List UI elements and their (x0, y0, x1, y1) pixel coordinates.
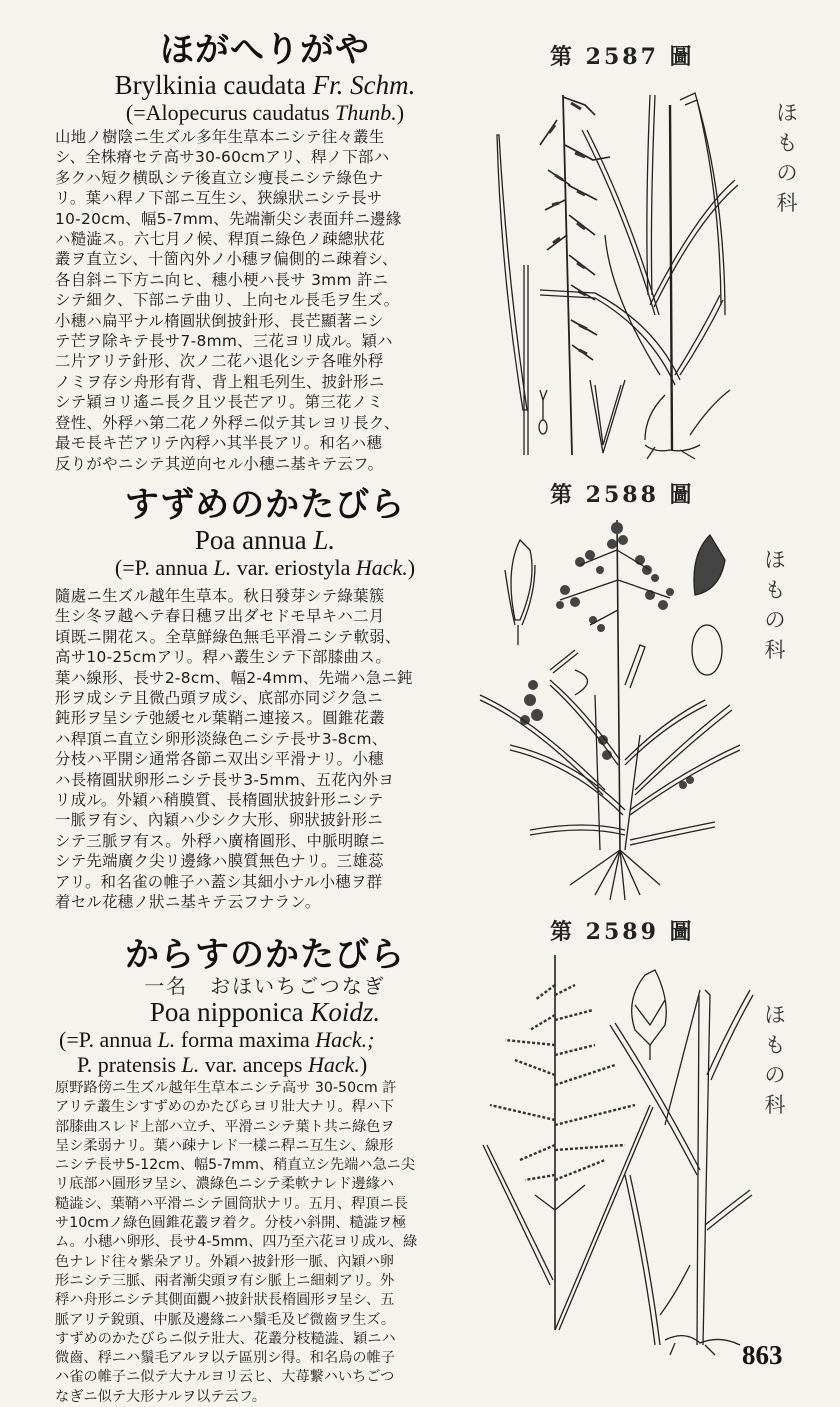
figure-number: 第 2587 圖 (550, 44, 695, 70)
family-label: ほ も の 科 (764, 1003, 786, 1117)
figure-number: 第 2588 圖 (550, 482, 695, 508)
author: Fr. Schm. (312, 70, 416, 100)
japanese-name: ほがへりがや (160, 30, 370, 70)
figure-number: 第 2589 圖 (550, 919, 695, 945)
description: 山地ノ樹陰ニ生ズル多年生草本ニシテ往々叢生 シ、全株瘠セテ高サ30-60cmアリ、稈ノ下部ハ 多クハ短ク横臥シテ後直立シ痩長ニシテ綠色ナ リ。葉ハ稈ノ下部ニ互生シ、狹線狀ニシテ長サ 10-20cm、幅5-7mm、先端漸尖シ表面幷ニ邊緣 ハ糙澁ス。六七月ノ候、稈頂ニ綠色ノ疎總狀花 叢ヲ直立シ、十箇內外ノ小穗ヲ偏側的ニ疎着シ、 各自斜ニ下方ニ向ヒ、穗小梗ハ長サ 3mm 許ニ シテ細ク、下部ニテ曲リ、上向セル長毛ヲ生ズ。 小穗ハ扁平ナル楕圓狀倒披針形、長芒顯著ニシ テ芒ヲ除キテ長サ7-8mm、三花ヨリ成ル。穎ハ 二片アリテ針形、次ノ二花ハ退化シテ各唯外稃 ノミヲ存シ舟形有背、背上粗毛列生、披針形ニ シテ穎ヨリ遙ニ長ク且ツ長芒アリ。第三花ノミ 登性、外稃ハ第二花ノ外稃ニ似テ其レヨリ長ク、 最モ長キ芒アリテ內稃ハ其半長アリ。和名ハ穗 反りがやニシテ其逆向セル小穗ニ基キテ云フ。 (55, 128, 402, 473)
illustration-poa-nipponica (475, 945, 755, 1365)
family-label: ほ も の 科 (764, 548, 786, 662)
synonym: (=Alopecurus caudatus Thunb.) (125, 100, 405, 125)
alternate-name: 一名 おほいちごつなぎ (144, 974, 386, 998)
entry-poa-nipponica (55, 935, 475, 1407)
description: 原野路傍ニ生ズル越年生草本ニシテ高サ 30-50cm 許 アリテ叢生シすずめのかたびらヨリ壯大ナリ。稈ハ下 部膝曲スレド上部ハ立チ、平滑ニシテ葉ト共ニ綠色ヲ 呈シ柔弱ナリ。葉ハ疎ナレド一樣ニ稈ニ互生シ、線形 ニシテ長サ5-12cm、幅5-7mm、稍直立シ先端ハ急ニ尖 リ底部ハ圓形ヲ呈シ、濃綠色ニシテ柔軟ナレド邊緣ハ 糙澁シ、葉鞘ハ平滑ニシテ圓筒狀ナリ。五月、稈頂ニ長 サ10cmノ綠色圓錐花叢ヲ着ク。分枝ハ斜開、糙澁ヲ極 ム。小穗ハ卵形、長サ4-5mm、四乃至六花ヨリ成ル、綠 色ナレド往々紫朵アリ。外穎ハ披針形一脈、內穎ハ卵 形ニシテ三脈、兩者漸尖頭ヲ有シ脈上ニ細刺アリ。外 稃ハ舟形ニシテ其側面觀ハ披針狀長楕圓形ヲ呈シ、五 脈アリテ銳頭、中脈及邊緣ニハ鬚毛及ビ微齒ヲ生ズ。 すずめのかたびらニ似テ壯大、花叢分枝糙澁、穎ニハ 微齒、稃ニハ鬚毛アルヲ以テ區別シ得。和名烏の帷子 ハ雀の帷子ニ似テ大ナルヨリ云ヒ、大苺繋ハいちごつ なぎニ似テ大形ナルヲ以テ云フ。 (55, 1080, 418, 1405)
scientific-name: Poa nipponica Koidz. (149, 997, 381, 1027)
family-label: ほ も の 科 (776, 101, 798, 215)
scientific-name: Poa annua L. (194, 525, 336, 555)
illustration-poa-annua (475, 510, 740, 900)
description: 隨處ニ生ズル越年生草本。秋日發芽シテ綠葉簇 生シ冬ヲ越ヘテ春日穗ヲ出ダセドモ早キハ二月 頃既ニ開花ス。全草鮮綠色無毛平滑ニシテ軟弱、 高サ10-25cmアリ。稈ハ叢生シテ下部膝曲ス。 葉ハ線形、長サ2-8cm、幅2-4mm、先端ハ急ニ鈍 形ヲ成シテ且微凸頭ヲ成シ、底部亦同ジク急ニ 鈍形ヲ呈シテ弛緩セル葉鞘ニ連接ス。圓錐花叢 ハ稈頂ニ直立シ卵形淡綠色ニシテ長サ3-8cm、 分枝ハ平開シ通常各節ニ双出シ平滑ナリ。小穗 ハ長楕圓狀卵形ニシテ長サ3-5mm、五花內外ヨ リ成ル。外穎ハ稍膜質、長楕圓狀披針形ニシテ 一脈ヲ有シ、內穎ハ少シク大形、卵狀披針形ニ シテ三脈ヲ有ス。外稃ハ廣楕圓形、中脈明瞭ニ シテ先端廣ク尖リ邊緣ハ膜質無色ナリ。三雄蕊 アリ。和名雀の帷子ハ蓋シ其細小ナル小穗ヲ群 着セル花穗ノ狀ニ基キテ云フナラン。 (55, 587, 413, 912)
plant-illustration-icon (485, 75, 745, 460)
synonym-line-1: (=P. annua L. forma maxima Hack.; (59, 1027, 375, 1052)
entry-poa-annua (55, 485, 475, 913)
illustration-brylkinia (485, 75, 745, 460)
scientific-name: Brylkinia caudata Fr. Schm. (114, 70, 416, 100)
author: L. (313, 525, 336, 555)
plant-illustration-icon (475, 945, 755, 1365)
japanese-name: すずめのかたびら (124, 485, 406, 525)
synonym-line-2: P. pratensis L. var. anceps Hack.) (77, 1052, 368, 1077)
japanese-name: からすのかたびら (125, 935, 405, 975)
author: Koidz. (310, 997, 381, 1027)
entry-brylkinia-caudata (55, 30, 475, 474)
page-number: 863 (742, 1340, 783, 1370)
plant-illustration-icon (475, 510, 740, 900)
synonym: (=P. annua L. var. eriostyla Hack.) (114, 555, 416, 580)
